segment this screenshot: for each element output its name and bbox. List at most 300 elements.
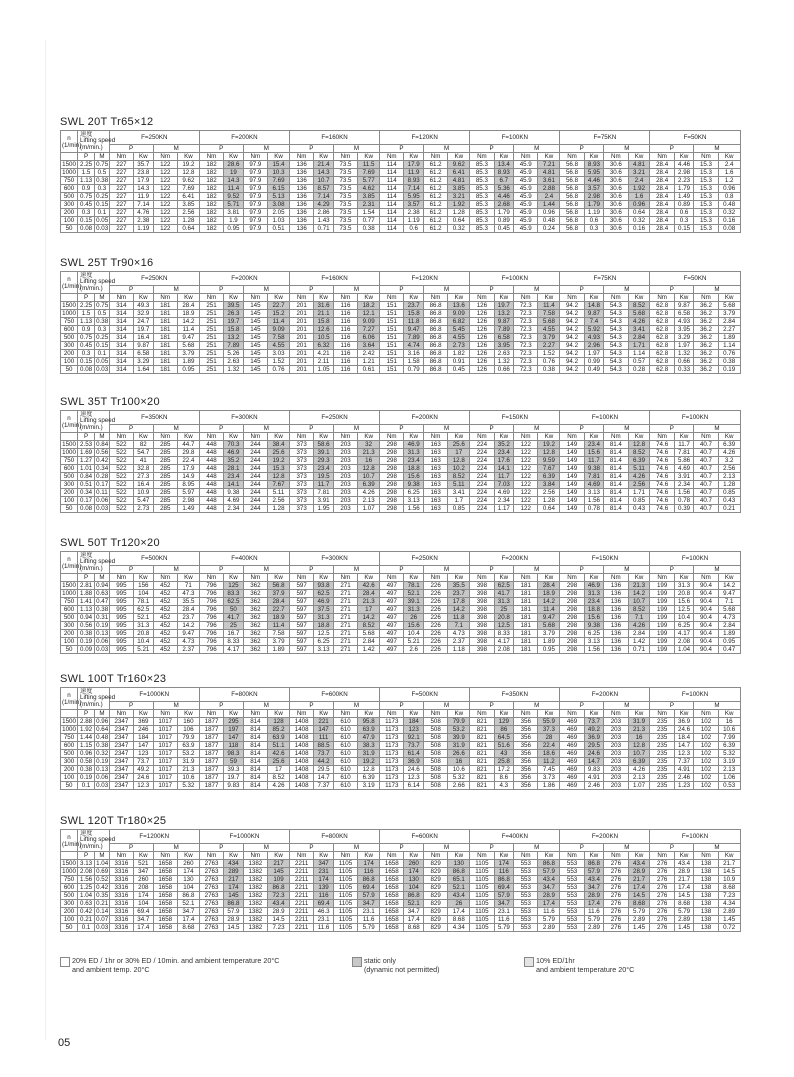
nm-unit: Nm	[423, 852, 447, 860]
value-cell: 1658	[153, 916, 177, 924]
value-cell: 2.08	[674, 638, 693, 646]
section-title: SWL 35T Tr100×20	[60, 396, 160, 408]
value-cell: 9.09	[358, 318, 380, 326]
speed-cell: 1000	[62, 310, 76, 317]
value-cell: 15.6	[584, 449, 603, 457]
speed-cell: 0.75	[78, 334, 95, 342]
value-cell: 508	[423, 774, 447, 782]
speed-cell: 750	[61, 457, 78, 465]
value-cell: 7.69	[268, 177, 290, 185]
table-row	[61, 900, 741, 908]
value-cell: 7.14	[314, 193, 333, 201]
value-cell: 62.8	[650, 358, 674, 366]
value-cell: 7.81	[314, 489, 333, 497]
pm-header-row	[61, 286, 741, 294]
value-cell: 2.66	[448, 782, 470, 790]
value-cell: 79.9	[177, 734, 199, 742]
speed-cell: 2.53	[78, 441, 95, 449]
value-cell: 98.3	[224, 750, 243, 758]
value-cell: 1408	[289, 758, 313, 766]
lift-speed: 速度	[80, 687, 93, 695]
value-cell: 260	[177, 860, 199, 868]
speed-cell: 0.84	[78, 473, 95, 481]
value-cell: 5.68	[718, 302, 740, 310]
value-cell: 0.95	[177, 366, 199, 374]
speed-cell: 2.88	[78, 718, 95, 726]
speed-cell: 1.13	[78, 318, 95, 326]
lifting-speed-header	[78, 687, 116, 710]
value-cell: 3.41	[628, 326, 650, 334]
value-cell: 86.8	[494, 876, 513, 884]
value-cell: 136	[289, 193, 313, 201]
value-cell: 0.71	[314, 225, 333, 233]
value-cell: 276	[604, 892, 628, 900]
speed-cell: 500	[61, 892, 78, 900]
value-cell: 285	[153, 481, 177, 489]
value-cell: 1658	[380, 860, 404, 868]
m-header: M	[153, 286, 199, 294]
value-cell: 45.9	[514, 161, 538, 169]
value-cell: 201	[289, 334, 313, 342]
value-cell: 138	[694, 908, 718, 916]
value-cell: 217	[224, 876, 243, 884]
value-cell: 7.45	[538, 766, 560, 774]
value-cell: 448	[199, 489, 223, 497]
value-cell: 1.58	[404, 358, 423, 366]
value-cell: 3.95	[674, 326, 693, 334]
value-cell: 7.81	[584, 473, 603, 481]
table-row	[61, 758, 741, 766]
force-header: F=200KN	[380, 411, 470, 425]
value-cell: 0.32	[628, 217, 650, 225]
value-cell: 163	[423, 465, 447, 473]
value-cell: 9.47	[538, 614, 560, 622]
value-cell: 1105	[333, 908, 357, 916]
kw-unit: Kw	[177, 433, 199, 441]
value-cell: 452	[153, 582, 177, 590]
value-cell: 2763	[199, 916, 223, 924]
value-cell: 3316	[109, 924, 133, 932]
value-cell: 116	[333, 334, 357, 342]
value-cell: 90.4	[694, 582, 718, 590]
value-cell: 298	[560, 606, 584, 614]
value-cell: 62.8	[650, 334, 674, 342]
value-cell: 10.7	[358, 473, 380, 481]
value-cell: 276	[650, 924, 674, 932]
value-cell: 1408	[289, 774, 313, 782]
value-cell: 12.8	[628, 441, 650, 449]
force-header: F=1200KN	[109, 830, 199, 844]
value-cell: 995	[109, 582, 133, 590]
speed-cell: 2.25	[78, 302, 95, 310]
value-cell: 43.4	[448, 892, 470, 900]
unit-header-row	[61, 294, 741, 302]
speed-cell: 0.38	[96, 177, 109, 184]
value-cell: 1408	[289, 718, 313, 726]
value-cell: 1.42	[358, 646, 380, 654]
value-cell: 4.17	[674, 630, 693, 638]
value-cell: 4.46	[584, 177, 603, 185]
value-cell: 373	[289, 441, 313, 449]
value-cell: 17.4	[584, 900, 603, 908]
value-cell: 181	[514, 622, 538, 630]
value-cell: 11.6	[358, 916, 380, 924]
value-cell: 17.4	[674, 884, 693, 892]
value-cell: 1382	[243, 876, 267, 884]
p-header: P	[380, 425, 424, 433]
force-header: F=200KN	[560, 688, 650, 702]
speed-cell: 1500	[62, 860, 76, 867]
value-cell: 1877	[199, 718, 223, 726]
value-cell: 41	[134, 457, 153, 465]
value-cell: 10.6	[177, 774, 199, 782]
speed-cell: 0.64	[96, 726, 109, 733]
value-cell: 251	[199, 334, 223, 342]
value-cell: 1.19	[404, 217, 423, 225]
value-cell: 3.79	[538, 334, 560, 342]
value-cell: 0.95	[718, 638, 740, 646]
value-cell: 796	[199, 606, 223, 614]
value-cell: 72.3	[514, 310, 538, 318]
value-cell: 1.28	[448, 209, 470, 217]
value-cell: 1173	[380, 766, 404, 774]
speed-cell: 1000	[62, 169, 76, 176]
speed-cell: 0.96	[78, 750, 95, 758]
speed-cell: 2.81	[78, 582, 95, 590]
speed-cell: 1.15	[78, 742, 95, 750]
kw-unit: Kw	[314, 294, 333, 302]
value-cell: 145	[224, 892, 243, 900]
nm-unit: Nm	[423, 294, 447, 302]
value-cell: 199	[650, 638, 674, 646]
value-cell: 8.93	[404, 177, 423, 185]
value-cell: 45.9	[514, 169, 538, 177]
value-cell: 497	[380, 582, 404, 590]
value-cell: 22.4	[538, 742, 560, 750]
value-cell: 0.19	[718, 366, 740, 374]
value-cell: 90.4	[694, 606, 718, 614]
value-cell: 276	[604, 916, 628, 924]
value-cell: 8.52	[448, 473, 470, 481]
value-cell: 0.47	[718, 646, 740, 654]
value-cell: 114	[380, 185, 404, 193]
value-cell: 116	[333, 358, 357, 366]
legend-dark-text: static only (dynamic not permitted)	[364, 956, 440, 974]
value-cell: 2.46	[674, 774, 693, 782]
value-cell: 0.48	[538, 217, 560, 225]
n-unit: (1/min)	[62, 282, 82, 290]
value-cell: 5.11	[268, 489, 290, 497]
value-cell: 6.25	[584, 630, 603, 638]
value-cell: 235	[650, 734, 674, 742]
nm-unit: Nm	[604, 433, 628, 441]
value-cell: 1.89	[538, 638, 560, 646]
value-cell: 43.4	[268, 900, 290, 908]
speed-cell: 0.42	[96, 884, 109, 891]
value-cell: 45.9	[514, 177, 538, 185]
value-cell: 203	[604, 766, 628, 774]
m-header: M	[153, 566, 199, 574]
value-cell: 497	[380, 638, 404, 646]
value-cell: 54.3	[604, 310, 628, 318]
value-cell: 2.13	[718, 473, 740, 481]
value-cell: 4.69	[674, 465, 693, 473]
lift-lifting_speed: Lifting speed	[80, 836, 116, 844]
value-cell: 20.8	[494, 614, 513, 622]
value-cell: 138	[694, 868, 718, 876]
p-sub: P	[78, 852, 95, 860]
value-cell: 163	[423, 473, 447, 481]
value-cell: 29.3	[314, 457, 333, 465]
value-cell: 26	[404, 614, 423, 622]
force-header: F=800KN	[199, 688, 289, 702]
value-cell: 452	[153, 638, 177, 646]
force-header: F=250KN	[289, 411, 379, 425]
value-cell: 4.62	[358, 185, 380, 193]
nm-unit: Nm	[694, 852, 718, 860]
value-cell: 597	[289, 638, 313, 646]
table-row	[61, 489, 741, 497]
value-cell: 224	[470, 441, 494, 449]
value-cell: 25.6	[268, 449, 290, 457]
value-cell: 2.84	[358, 638, 380, 646]
value-cell: 86.8	[423, 366, 447, 374]
value-cell: 73.5	[333, 209, 357, 217]
value-cell: 251	[199, 366, 223, 374]
value-cell: 9.47	[177, 334, 199, 342]
table-row	[61, 457, 741, 465]
kw-unit: Kw	[674, 433, 693, 441]
value-cell: 227	[109, 193, 133, 201]
value-cell: 2211	[289, 868, 313, 876]
speed-cell: 0.69	[96, 868, 109, 875]
m-sub: M	[95, 710, 110, 718]
value-cell: 4.26	[628, 622, 650, 630]
value-cell: 469	[560, 782, 584, 790]
value-cell: 6.58	[674, 310, 693, 318]
value-cell: 226	[423, 646, 447, 654]
value-cell: 829	[423, 900, 447, 908]
value-cell: 4.55	[538, 326, 560, 334]
table-row	[61, 201, 741, 209]
value-cell: 1017	[153, 726, 177, 734]
value-cell: 4.93	[674, 318, 693, 326]
value-cell: 829	[423, 868, 447, 876]
value-cell: 35.5	[177, 598, 199, 606]
value-cell: 14.5	[718, 868, 740, 876]
speed-cell: 2.08	[78, 868, 95, 876]
value-cell: 4.76	[134, 209, 153, 217]
value-cell: 1408	[289, 742, 313, 750]
value-cell: 163	[423, 497, 447, 505]
kw-unit: Kw	[584, 294, 603, 302]
value-cell: 1105	[470, 892, 494, 900]
value-cell: 5.26	[224, 350, 243, 358]
force-header: F=350KN	[470, 688, 560, 702]
nm-unit: Nm	[423, 710, 447, 718]
value-cell: 116	[358, 868, 380, 876]
value-cell: 41.7	[494, 590, 513, 598]
kw-unit: Kw	[538, 852, 560, 860]
value-cell: 356	[514, 742, 538, 750]
value-cell: 97.9	[243, 177, 267, 185]
value-cell: 10.3	[268, 169, 290, 177]
value-cell: 398	[470, 638, 494, 646]
value-cell: 1.04	[674, 646, 693, 654]
n-header	[61, 830, 82, 852]
value-cell: 38.3	[358, 742, 380, 750]
kw-unit: Kw	[628, 153, 650, 161]
value-cell: 2.84	[628, 334, 650, 342]
value-cell: 4.81	[448, 177, 470, 185]
nm-unit: Nm	[289, 574, 313, 582]
value-cell: 276	[604, 876, 628, 884]
value-cell: 0.21	[718, 505, 740, 513]
value-cell: 136	[289, 177, 313, 185]
value-cell: 5.95	[404, 193, 423, 201]
value-cell: 373	[289, 489, 313, 497]
value-cell: 522	[109, 489, 133, 497]
value-cell: 24.6	[584, 750, 603, 758]
kw-unit: Kw	[177, 294, 199, 302]
value-cell: 0.99	[584, 358, 603, 366]
value-cell: 114	[380, 217, 404, 225]
p-header: P	[380, 702, 424, 710]
value-cell: 4.3	[494, 782, 513, 790]
p-header: P	[470, 844, 514, 852]
speed-cell: 0.17	[78, 497, 95, 505]
speed-cell: 1.5	[78, 310, 95, 318]
lift-unit: (m/min.)	[80, 564, 103, 572]
value-cell: 11.4	[538, 302, 560, 310]
value-cell: 182	[199, 177, 223, 185]
value-cell: 126	[470, 342, 494, 350]
value-cell: 90.4	[694, 622, 718, 630]
value-cell: 508	[423, 734, 447, 742]
value-cell: 149	[560, 497, 584, 505]
value-cell: 149	[560, 441, 584, 449]
value-cell: 6.14	[404, 782, 423, 790]
value-cell: 3.21	[448, 193, 470, 201]
kw-unit: Kw	[268, 852, 290, 860]
header-row	[61, 411, 741, 425]
value-cell: 227	[109, 225, 133, 233]
value-cell: 95.8	[358, 718, 380, 726]
value-cell: 122	[514, 441, 538, 449]
value-cell: 5.68	[628, 310, 650, 318]
value-cell: 35.2	[224, 457, 243, 465]
value-cell: 5.79	[358, 924, 380, 932]
nm-unit: Nm	[560, 574, 584, 582]
kw-unit: Kw	[718, 852, 740, 860]
force-header: F=160KN	[289, 272, 379, 286]
value-cell: 23.4	[584, 441, 603, 449]
value-cell: 452	[153, 598, 177, 606]
value-cell: 8.52	[628, 449, 650, 457]
value-cell: 1.45	[674, 924, 693, 932]
value-cell: 23.4	[224, 473, 243, 481]
value-cell: 10.4	[134, 638, 153, 646]
value-cell: 2211	[289, 876, 313, 884]
value-cell: 434	[224, 860, 243, 868]
value-cell: 14.8	[584, 302, 603, 310]
value-cell: 1.45	[628, 924, 650, 932]
value-cell: 7.23	[718, 892, 740, 900]
table-row	[61, 726, 741, 734]
value-cell: 235	[650, 726, 674, 734]
nm-unit: Nm	[514, 710, 538, 718]
value-cell: 3.19	[358, 782, 380, 790]
value-cell: 2347	[109, 726, 133, 734]
value-cell: 40.7	[694, 449, 718, 457]
speed-cell: 0.05	[96, 217, 109, 224]
value-cell: 251	[199, 326, 223, 334]
value-cell: 2.98	[584, 193, 603, 201]
value-cell: 181	[153, 326, 177, 334]
value-cell: 2211	[289, 900, 313, 908]
value-cell: 15.3	[694, 177, 718, 185]
value-cell: 138	[694, 860, 718, 868]
speed-cell: 1500	[62, 441, 76, 448]
value-cell: 81.4	[604, 449, 628, 457]
value-cell: 8.6	[494, 774, 513, 782]
value-cell: 49.3	[134, 302, 153, 310]
value-cell: 62.8	[650, 302, 674, 310]
value-cell: 1408	[289, 734, 313, 742]
m-header: M	[423, 702, 469, 710]
value-cell: 373	[289, 465, 313, 473]
value-cell: 276	[604, 860, 628, 868]
nm-unit: Nm	[604, 574, 628, 582]
value-cell: 1.71	[628, 342, 650, 350]
speed-cell: 0.45	[78, 342, 95, 350]
value-cell: 203	[604, 734, 628, 742]
lift-lifting_speed: Lifting speed	[80, 278, 116, 286]
table-row	[61, 782, 741, 790]
m-header: M	[604, 702, 650, 710]
value-cell: 1658	[380, 900, 404, 908]
value-cell: 356	[514, 726, 538, 734]
p-header: P	[199, 844, 243, 852]
value-cell: 149	[560, 481, 584, 489]
speed-cell: 0.34	[96, 465, 109, 472]
value-cell: 24.6	[134, 774, 153, 782]
value-cell: 114	[380, 225, 404, 233]
nm-unit: Nm	[560, 433, 584, 441]
m-header: M	[514, 425, 560, 433]
value-cell: 796	[199, 590, 223, 598]
value-cell: 114	[380, 193, 404, 201]
value-cell: 86.8	[448, 868, 470, 876]
p-header: P	[650, 145, 694, 153]
nm-unit: Nm	[333, 294, 357, 302]
kw-unit: Kw	[134, 433, 153, 441]
speed-cell: 0.19	[96, 622, 109, 629]
force-header: F=250KN	[109, 131, 199, 145]
speed-cell: 50	[61, 225, 78, 233]
value-cell: 8.68	[674, 900, 693, 908]
value-cell: 2.63	[494, 350, 513, 358]
value-cell: 14.5	[674, 892, 693, 900]
speed-cell: 0.06	[96, 774, 109, 781]
value-cell: 226	[423, 638, 447, 646]
p-header: P	[289, 702, 333, 710]
value-cell: 13.2	[494, 310, 513, 318]
value-cell: 15.3	[694, 225, 718, 233]
value-cell: 203	[333, 473, 357, 481]
value-cell: 5.45	[448, 326, 470, 334]
value-cell: 373	[289, 481, 313, 489]
